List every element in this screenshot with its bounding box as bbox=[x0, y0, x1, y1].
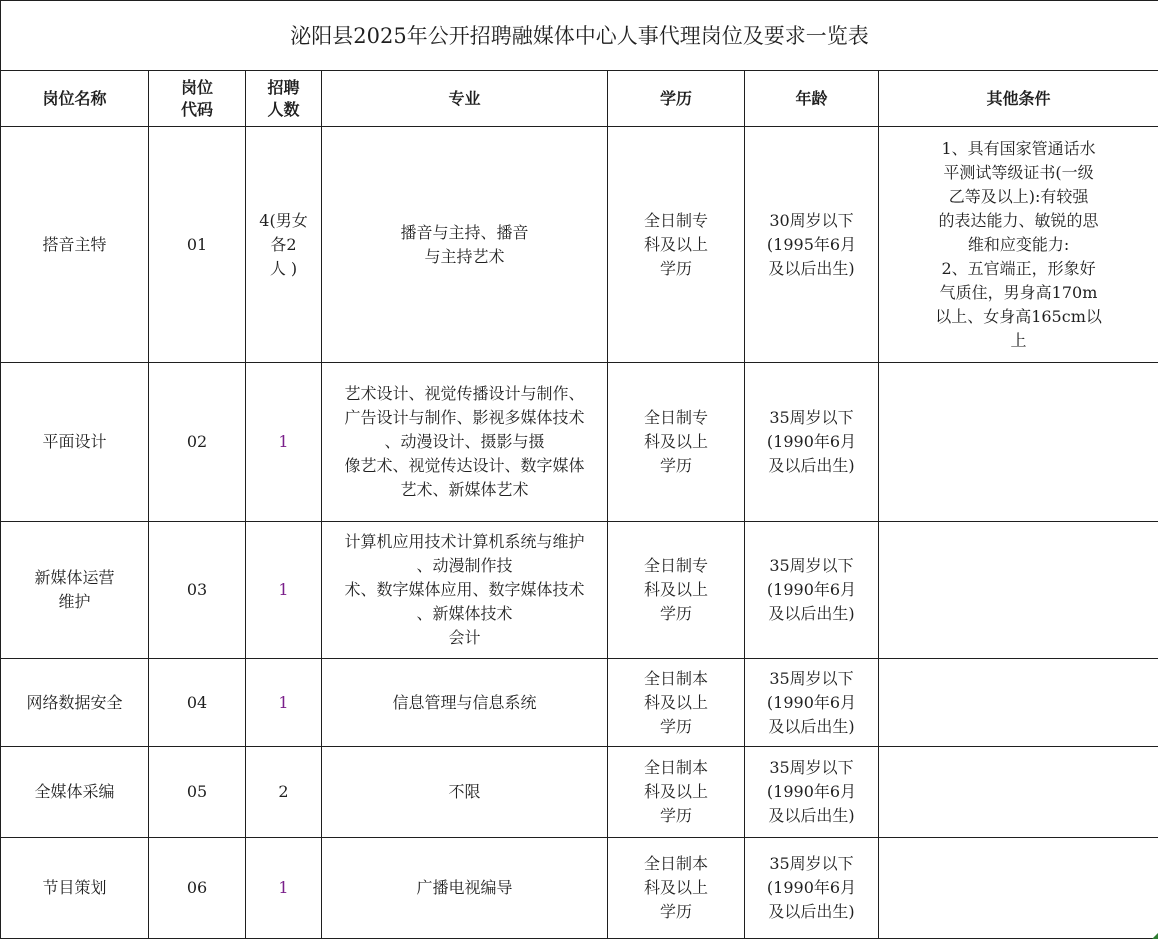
cell-corner-marker bbox=[1152, 933, 1158, 939]
cell-recruit-count: 1 bbox=[246, 838, 322, 939]
header-recruit-count: 招聘 人数 bbox=[246, 71, 322, 127]
cell-age: 35周岁以下 (1990年6月 及以后出生) bbox=[745, 838, 879, 939]
cell-other-conditions: 1、具有国家管通话水 平测试等级证书(一级 乙等及以上):有较强 的表达能力、敏锐的思 维和应变能力: 2、五官端正，形象好 气质住，男身高170m 以上、女身高165cm以 上 bbox=[879, 127, 1158, 363]
cell-recruit-count: 4(男女 各2 人 ) bbox=[246, 127, 322, 363]
cell-education: 全日制本 科及以上 学历 bbox=[608, 747, 745, 838]
table-title: 泌阳县2025年公开招聘融媒体中心人事代理岗位及要求一览表 bbox=[1, 1, 1158, 71]
cell-education: 全日制专 科及以上 学历 bbox=[608, 522, 745, 659]
cell-major: 计算机应用技术计算机系统与维护 、动漫制作技 术、数字媒体应用、数字媒体技术 、新媒体技术 会计 bbox=[322, 522, 608, 659]
cell-other-conditions bbox=[879, 659, 1158, 747]
table-row bbox=[1, 127, 1158, 363]
cell-other-conditions bbox=[879, 747, 1158, 838]
cell-age: 35周岁以下 (1990年6月 及以后出生) bbox=[745, 363, 879, 522]
cell-position-name: 全媒体采编 bbox=[1, 747, 149, 838]
header-position-name: 岗位名称 bbox=[1, 71, 149, 127]
cell-major: 信息管理与信息系统 bbox=[322, 659, 608, 747]
cell-age: 35周岁以下 (1990年6月 及以后出生) bbox=[745, 659, 879, 747]
cell-position-code: 04 bbox=[149, 659, 246, 747]
header-other-conditions: 其他条件 bbox=[879, 71, 1158, 127]
header-age: 年龄 bbox=[745, 71, 879, 127]
cell-education: 全日制本 科及以上 学历 bbox=[608, 838, 745, 939]
title-row bbox=[1, 1, 1158, 71]
cell-position-code: 01 bbox=[149, 127, 246, 363]
cell-position-name: 平面设计 bbox=[1, 363, 149, 522]
cell-age: 35周岁以下 (1990年6月 及以后出生) bbox=[745, 522, 879, 659]
cell-position-name: 新媒体运营 维护 bbox=[1, 522, 149, 659]
header-education: 学历 bbox=[608, 71, 745, 127]
cell-recruit-count: 1 bbox=[246, 363, 322, 522]
table-row bbox=[1, 747, 1158, 838]
cell-position-name: 搭音主特 bbox=[1, 127, 149, 363]
cell-major: 艺术设计、视觉传播设计与制作、 广告设计与制作、影视多媒体技术 、动漫设计、摄影与摄 像艺术、视觉传达设计、数字媒体 艺术、新媒体艺术 bbox=[322, 363, 608, 522]
cell-education: 全日制专 科及以上 学历 bbox=[608, 127, 745, 363]
cell-other-conditions bbox=[879, 838, 1158, 939]
cell-other-conditions bbox=[879, 522, 1158, 659]
cell-position-name: 节目策划 bbox=[1, 838, 149, 939]
cell-position-code: 06 bbox=[149, 838, 246, 939]
table-row bbox=[1, 838, 1158, 939]
header-position-code: 岗位 代码 bbox=[149, 71, 246, 127]
cell-age: 35周岁以下 (1990年6月 及以后出生) bbox=[745, 747, 879, 838]
cell-recruit-count: 1 bbox=[246, 522, 322, 659]
cell-major: 播音与主持、播音 与主持艺术 bbox=[322, 127, 608, 363]
cell-position-code: 05 bbox=[149, 747, 246, 838]
cell-recruit-count: 1 bbox=[246, 659, 322, 747]
cell-position-code: 02 bbox=[149, 363, 246, 522]
cell-recruit-count: 2 bbox=[246, 747, 322, 838]
table-row bbox=[1, 522, 1158, 659]
cell-major: 广播电视编导 bbox=[322, 838, 608, 939]
cell-position-name: 网络数据安全 bbox=[1, 659, 149, 747]
cell-education: 全日制本 科及以上 学历 bbox=[608, 659, 745, 747]
table-row bbox=[1, 363, 1158, 522]
header-row bbox=[1, 71, 1158, 127]
header-major: 专业 bbox=[322, 71, 608, 127]
table-row bbox=[1, 659, 1158, 747]
cell-other-conditions bbox=[879, 363, 1158, 522]
cell-age: 30周岁以下 (1995年6月 及以后出生) bbox=[745, 127, 879, 363]
cell-position-code: 03 bbox=[149, 522, 246, 659]
cell-major: 不限 bbox=[322, 747, 608, 838]
cell-education: 全日制专 科及以上 学历 bbox=[608, 363, 745, 522]
